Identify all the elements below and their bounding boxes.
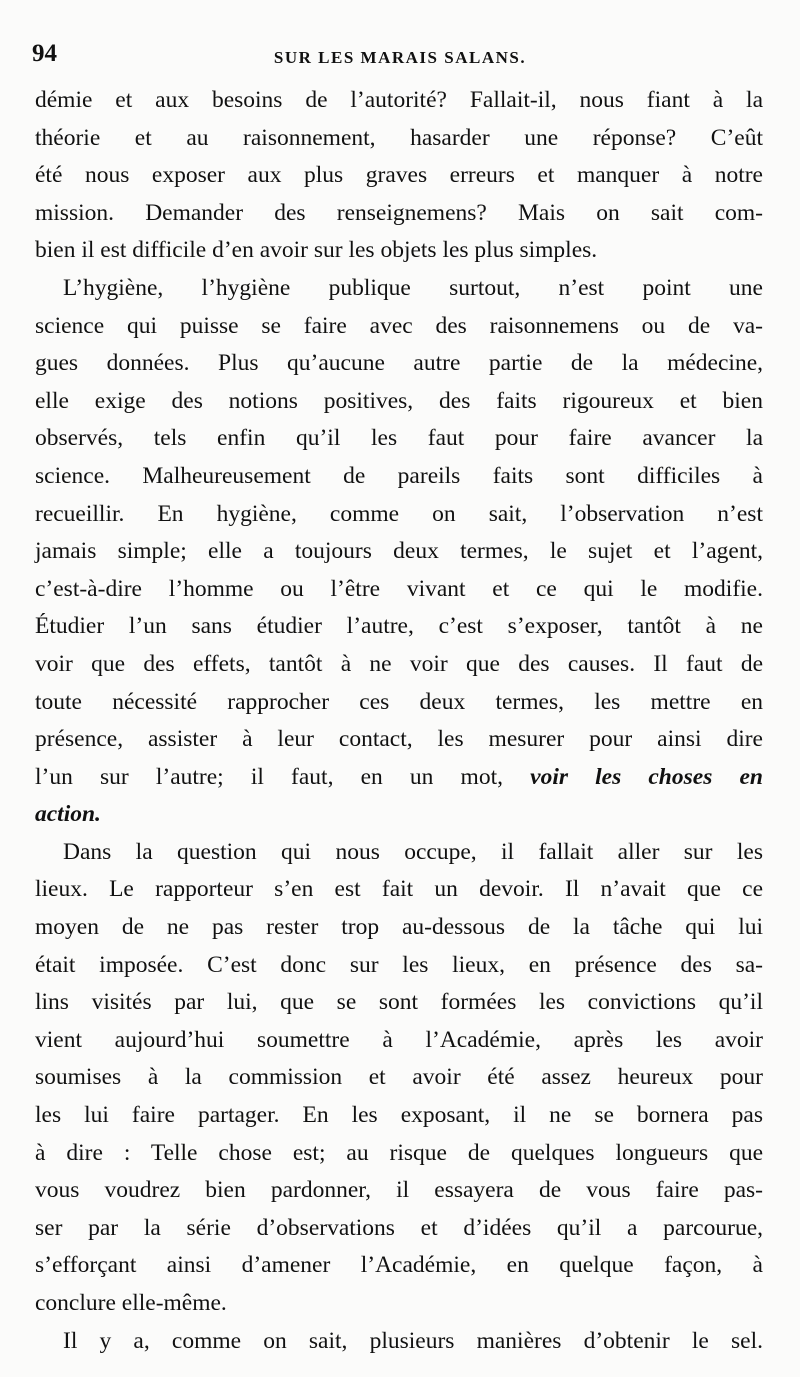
text-line: soumises à la commission et avoir été assez heureux pour bbox=[35, 1064, 763, 1091]
text-line: toute nécessité rapprocher ces deux termes, les mettre en bbox=[35, 688, 763, 715]
text-line: voir que des effets, tantôt à ne voir que des causes. Il faut de bbox=[35, 650, 763, 677]
page-header bbox=[32, 40, 768, 80]
text-line: lieux. Le rapporteur s’en est fait un devoir. Il n’avait que ce bbox=[35, 876, 763, 903]
text-line: Dans la question qui nous occupe, il fallait aller sur les bbox=[63, 838, 763, 865]
text-line: été nous exposer aux plus graves erreurs et manquer à notre bbox=[35, 162, 763, 189]
italic-continuation: action. bbox=[35, 801, 101, 828]
text-line: à dire : Telle chose est; au risque de quelques longueurs que bbox=[35, 1139, 763, 1166]
text-line: jamais simple; elle a toujours deux termes, le sujet et l’agent, bbox=[35, 538, 763, 565]
text-segment: l’un sur l’autre; il faut, en un mot, bbox=[35, 763, 503, 790]
text-line: bien il est difficile d’en avoir sur les objets les plus simples. bbox=[35, 237, 598, 264]
text-line: mission. Demander des renseignemens? Mais on sait com- bbox=[35, 199, 763, 226]
text-line: elle exige des notions positives, des faits rigoureux et bien bbox=[35, 387, 763, 414]
text-line: lins visités par lui, que se sont formées les convictions qu’il bbox=[35, 989, 763, 1016]
text-line: c’est-à-dire l’homme ou l’être vivant et ce qui le modifie. bbox=[35, 575, 763, 602]
text-line-with-italic bbox=[35, 759, 763, 797]
text-line: gues données. Plus qu’aucune autre partie de la médecine, bbox=[35, 350, 763, 377]
text-line: démie et aux besoins de l’autorité? Fallait-il, nous fiant à la bbox=[35, 87, 763, 113]
text-line: observés, tels enfin qu’il les faut pour faire avancer la bbox=[35, 425, 763, 452]
text-line: vient aujourd’hui soumettre à l’Académie, après les avoir bbox=[35, 1026, 763, 1053]
text-line: recueillir. En hygiène, comme on sait, l’observation n’est bbox=[35, 500, 763, 527]
text-line: Il y a, comme on sait, plusieurs manières d’obtenir le sel. bbox=[63, 1327, 763, 1354]
text-line: présence, assister à leur contact, les mesurer pour ainsi dire bbox=[35, 726, 763, 753]
text-line: était imposée. C’est donc sur les lieux, en présence des sa- bbox=[35, 951, 763, 978]
italic-phrase: voir les choses en bbox=[530, 763, 763, 790]
text-line: conclure elle-même. bbox=[35, 1290, 227, 1316]
text-line: vous voudrez bien pardonner, il essayera de vous faire pas- bbox=[35, 1177, 763, 1204]
text-line: science. Malheureusement de pareils faits sont difficiles à bbox=[35, 462, 763, 489]
page-number: 94 bbox=[32, 40, 57, 67]
text-line: science qui puisse se faire avec des raisonnemens ou de va- bbox=[35, 312, 763, 339]
text-line: moyen de ne pas rester trop au-dessous de la tâche qui lui bbox=[35, 914, 763, 941]
text-line bbox=[35, 796, 763, 834]
text-line: théorie et au raisonnement, hasarder une réponse? C’eût bbox=[35, 124, 763, 151]
body-text bbox=[35, 82, 763, 1360]
text-line: Étudier l’un sans étudier l’autre, c’est s’exposer, tantôt à ne bbox=[35, 613, 763, 640]
text-line: ser par la série d’observations et d’idées qu’il a parcourue, bbox=[35, 1214, 763, 1241]
text-line: les lui faire partager. En les exposant, il ne se bornera pas bbox=[35, 1102, 763, 1129]
text-line: L’hygiène, l’hygiène publique surtout, n’est point une bbox=[63, 274, 763, 301]
text-line: s’efforçant ainsi d’amener l’Académie, en quelque façon, à bbox=[35, 1252, 763, 1279]
running-head: SUR LES MARAIS SALANS. bbox=[273, 48, 527, 67]
